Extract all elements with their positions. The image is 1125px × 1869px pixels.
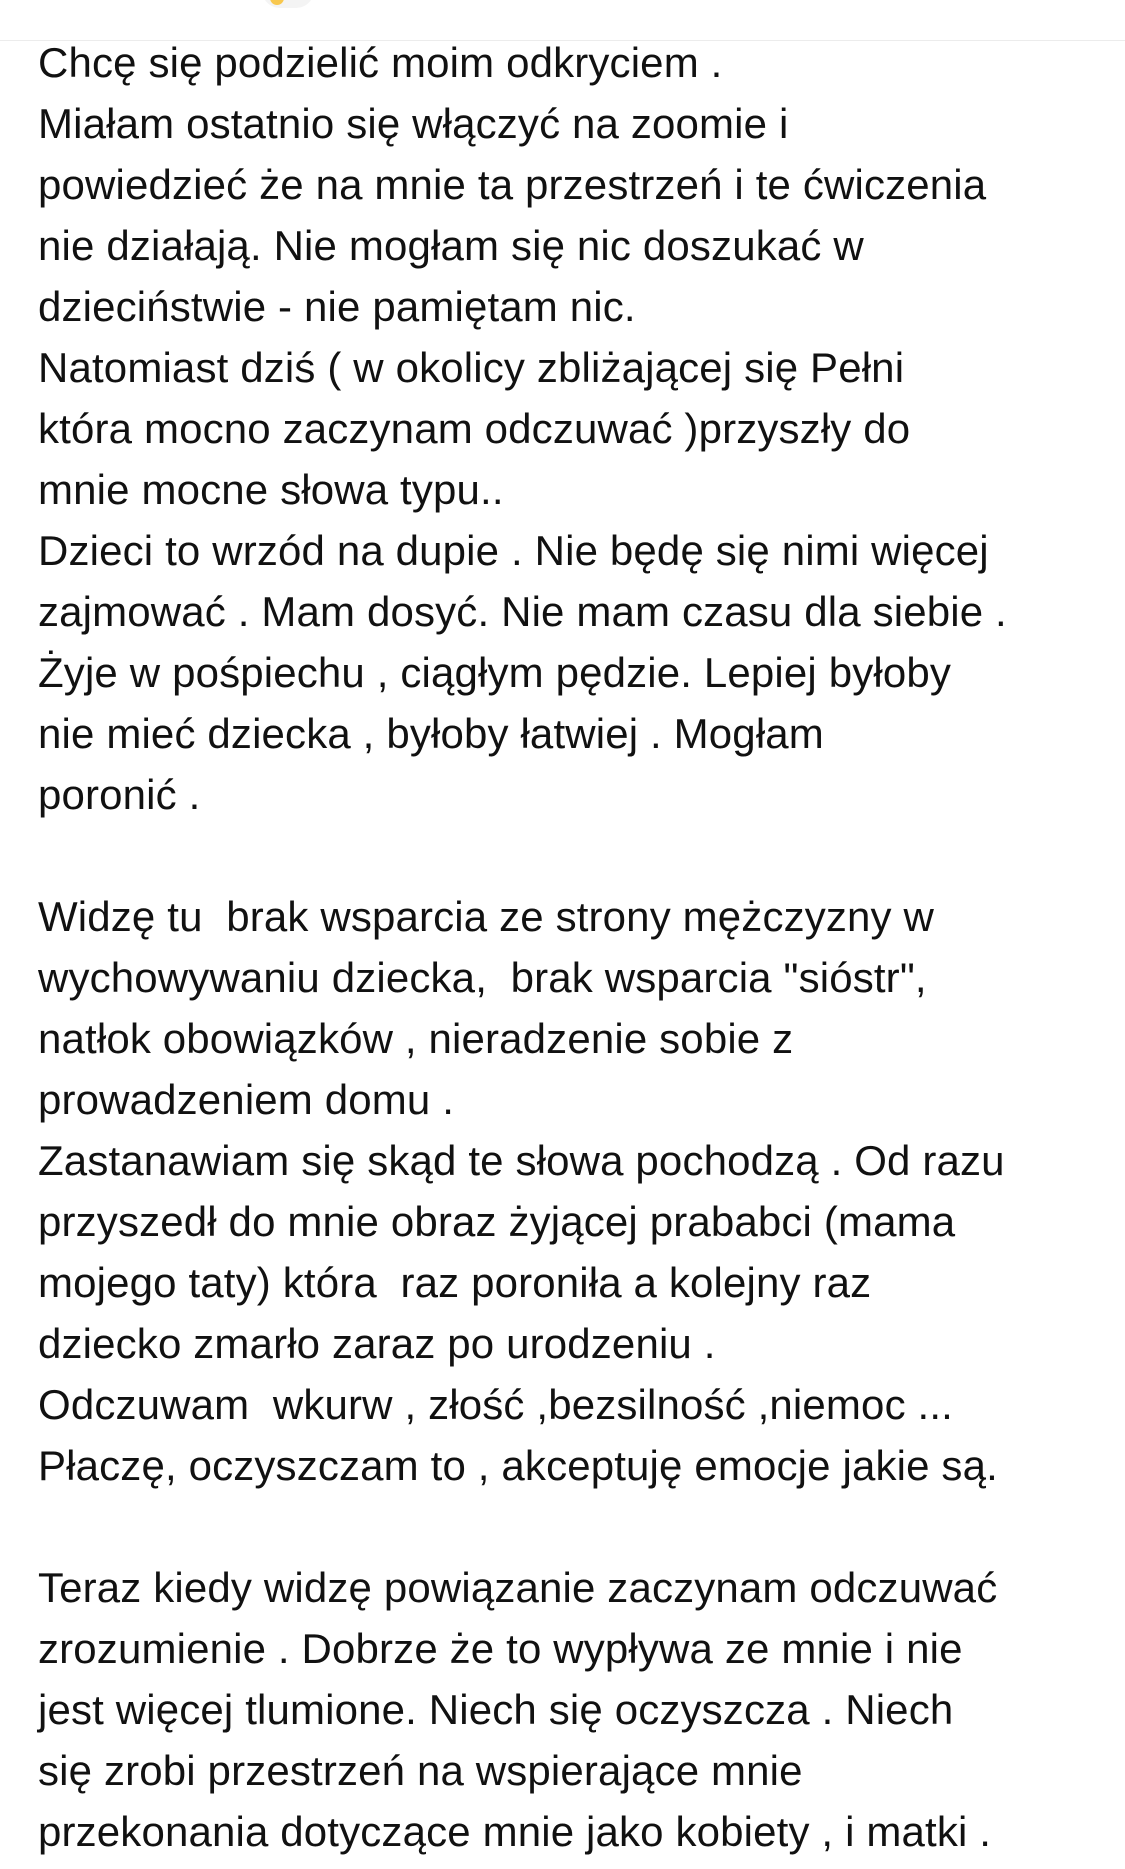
post-line: Teraz kiedy widzę powiązanie zaczynam odczuwać — [38, 1564, 998, 1611]
paragraph-gap — [38, 825, 1098, 886]
post-line: nie działają. Nie mogłam się nic doszukać w — [38, 222, 864, 269]
post-line: Żyje w pośpiechu , ciągłym pędzie. Lepiej byłoby — [38, 649, 952, 696]
post-line: dziecko zmarło zaraz po urodzeniu . — [38, 1320, 716, 1367]
post-line: natłok obowiązków , nieradzenie sobie z — [38, 1015, 794, 1062]
post-line: jest więcej tlumione. Niech się oczyszcza . Niech — [38, 1686, 954, 1733]
post-text — [38, 32, 1098, 1862]
paragraph-gap — [38, 1496, 1098, 1557]
post-line: zajmować . Mam dosyć. Nie mam czasu dla siebie . — [38, 588, 1007, 635]
post-line: nie mieć dziecka , byłoby łatwiej . Mogłam — [38, 710, 824, 757]
post-line: Natomiast dziś ( w okolicy zbliżającej się Pełni — [38, 344, 905, 391]
post-line: się zrobi przestrzeń na wspierające mnie — [38, 1747, 803, 1794]
post-line: Miałam ostatnio się włączyć na zoomie i — [38, 100, 789, 147]
post-line: dzieciństwie - nie pamiętam nic. — [38, 283, 636, 330]
post-line: prowadzeniem domu . — [38, 1076, 455, 1123]
post-line: mojego taty) która raz poroniła a kolejny raz — [38, 1259, 872, 1306]
post-line: powiedzieć że na mnie ta przestrzeń i te ćwiczenia — [38, 161, 987, 208]
post-line: wychowywaniu dziecka, brak wsparcia "sióstr", — [38, 954, 927, 1001]
post-line: która mocno zaczynam odczuwać )przyszły do — [38, 405, 911, 452]
reaction-chip[interactable] — [262, 0, 314, 8]
post-line: przyszedł do mnie obraz żyjącej prababci (mama — [38, 1198, 956, 1245]
post-line: Widzę tu brak wsparcia ze strony mężczyzny w — [38, 893, 935, 940]
emoji-icon — [270, 0, 284, 5]
post-line: poronić . — [38, 771, 201, 818]
post-line: Odczuwam wkurw , złość ,bezsilność ,niemoc ... — [38, 1381, 953, 1428]
post-line: Chcę się podzielić moim odkryciem . — [38, 39, 723, 86]
post-line: Płaczę, oczyszczam to , akceptuję emocje jakie są. — [38, 1442, 998, 1489]
post-line: przekonania dotyczące mnie jako kobiety , i matki . — [38, 1808, 992, 1855]
post-line: zrozumienie . Dobrze że to wypływa ze mnie i nie — [38, 1625, 963, 1672]
post-line: Zastanawiam się skąd te słowa pochodzą . Od razu — [38, 1137, 1005, 1184]
post-line: Dzieci to wrzód na dupie . Nie będę się nimi więcej — [38, 527, 989, 574]
post-line: mnie mocne słowa typu.. — [38, 466, 504, 513]
